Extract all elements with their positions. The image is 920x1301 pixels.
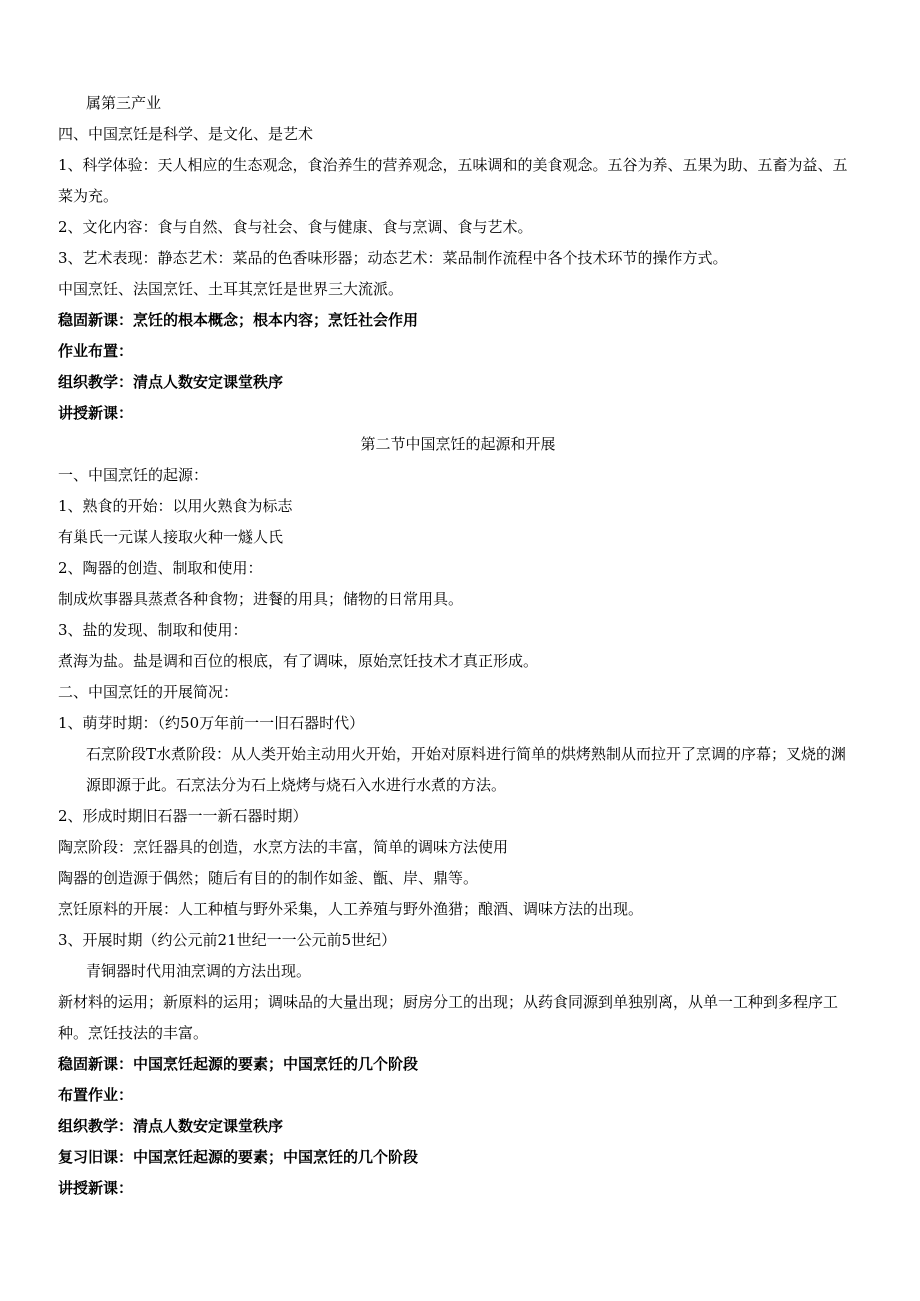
text-paragraph: 石烹阶段T水煮阶段：从人类开始主动用火开始，开始对原料进行简单的烘烤熟制从而拉开了烹调的序幕；叉烧的渊源即源于此。石烹法分为石上烧烤与烧石入水进行水煮的方法。 xyxy=(86,745,847,794)
text-line: 1、熟食的开始：以用火熟食为标志 xyxy=(58,497,293,515)
text-line: 制成炊事器具蒸煮各种食物；进餐的用具；储物的日常用具。 xyxy=(58,590,464,608)
text-line: 3、艺术表现：静态艺术：菜品的色香味形器；动态艺术：菜品制作流程中各个技术环节的操作方式。 xyxy=(58,249,728,267)
document-page xyxy=(58,88,858,1204)
homework-heading: 作业布置： xyxy=(58,342,134,360)
class-organization: 组织教学：清点人数安定课堂秩序 xyxy=(58,373,284,391)
text-line: 陶器的创造源于偶然；随后有目的的制作如釜、甑、岸、鼎等。 xyxy=(58,869,479,887)
text-line: 陶烹阶段：烹饪器具的创造，水烹方法的丰富，简单的调味方法使用 xyxy=(58,838,509,856)
section-heading: 二、中国烹饪的开展简况： xyxy=(58,683,239,701)
section-heading: 四、中国烹饪是科学、是文化、是艺术 xyxy=(58,125,314,143)
new-lesson-heading: 讲授新课： xyxy=(58,1179,134,1197)
text-line: 属第三产业 xyxy=(86,94,162,112)
text-line: 煮海为盐。盐是调和百位的根底，有了调味，原始烹饪技术才真正形成。 xyxy=(58,652,539,670)
lesson-review: 稳固新课：烹饪的根本概念；根本内容；烹饪社会作用 xyxy=(58,311,419,329)
text-line: 中国烹饪、法国烹饪、土耳其烹饪是世界三大流派。 xyxy=(58,280,404,298)
text-line: 2、陶器的创造、制取和使用： xyxy=(58,559,263,577)
text-line: 3、开展时期（约公元前21世纪一一公元前5世纪） xyxy=(58,931,397,949)
section-heading: 一、中国烹饪的起源： xyxy=(58,466,209,484)
text-paragraph: 新材料的运用；新原料的运用；调味品的大量出现；厨房分工的出现；从药食同源到单独别离，从单一工种到多程序工种。烹饪技法的丰富。 xyxy=(58,993,839,1042)
text-line: 1、萌芽时期：（约50万年前一一旧石器时代） xyxy=(58,714,365,732)
previous-lesson-review: 复习旧课：中国烹饪起源的要素；中国烹饪的几个阶段 xyxy=(58,1148,419,1166)
text-line: 2、文化内容：食与自然、食与社会、食与健康、食与烹调、食与艺术。 xyxy=(58,218,533,236)
text-line: 青铜器时代用油烹调的方法出现。 xyxy=(86,962,312,980)
text-line: 2、形成时期旧石器一一新石器时期） xyxy=(58,807,308,825)
new-lesson-heading: 讲授新课： xyxy=(58,404,134,422)
text-line: 有巢氏一元谋人接取火种一燧人氏 xyxy=(58,528,284,546)
text-line: 3、盐的发现、制取和使用： xyxy=(58,621,248,639)
chapter-title: 第二节中国烹饪的起源和开展 xyxy=(360,435,556,453)
text-line: 烹饪原料的开展：人工种植与野外采集，人工养殖与野外渔猎；酿酒、调味方法的出现。 xyxy=(58,900,644,918)
homework-heading: 布置作业： xyxy=(58,1086,134,1104)
class-organization: 组织教学：清点人数安定课堂秩序 xyxy=(58,1117,284,1135)
text-paragraph: 1、科学体验：天人相应的生态观念，食治养生的营养观念，五味调和的美食观念。五谷为养、五果为助、五畜为益、五菜为充。 xyxy=(58,156,848,205)
lesson-review: 稳固新课：中国烹饪起源的要素；中国烹饪的几个阶段 xyxy=(58,1055,419,1073)
